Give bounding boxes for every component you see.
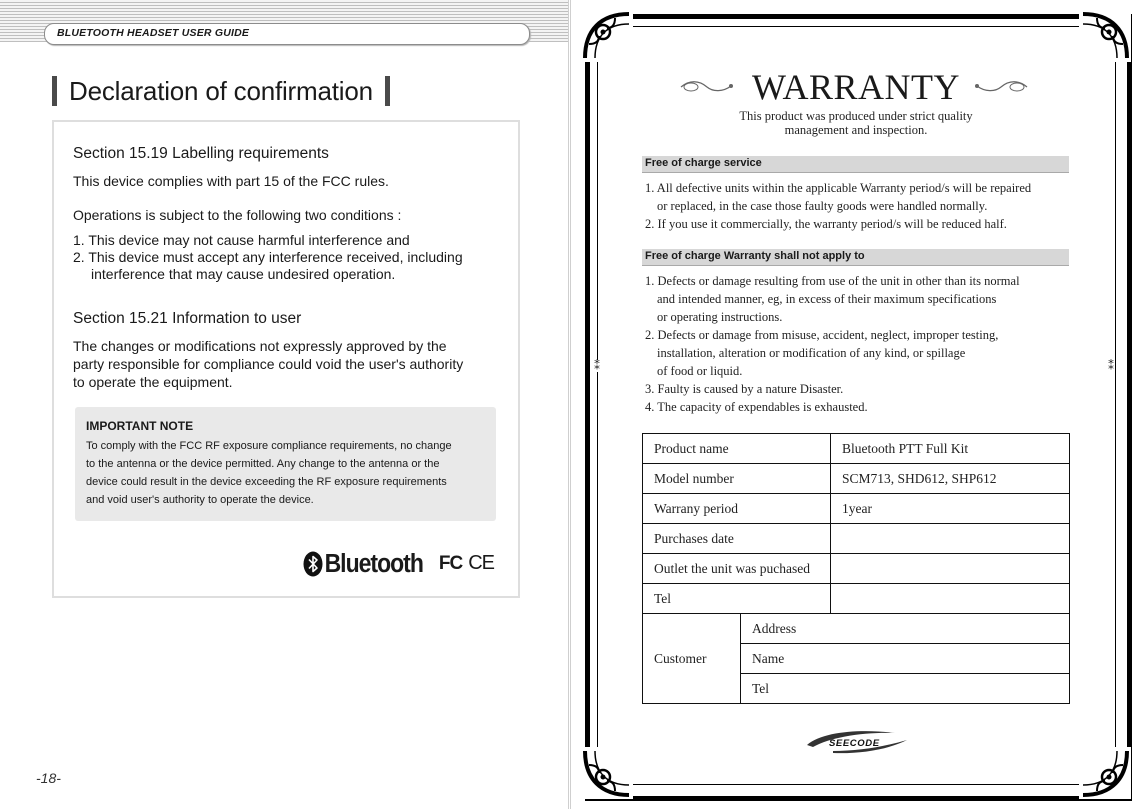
free-service-list	[645, 179, 1031, 233]
corner-ornament-icon	[1079, 10, 1131, 62]
table-value-cell: Bluetooth PTT Full Kit	[831, 434, 1070, 464]
not-apply-list	[645, 272, 1020, 416]
customer-label-cell: Customer	[643, 614, 741, 704]
list-item: or replaced, in the case those faulty goods were handled normally.	[657, 199, 988, 213]
heading-text: Declaration of confirmation	[69, 75, 373, 106]
header-title: BLUETOOTH HEADSET USER GUIDE	[57, 27, 250, 39]
customer-field-cell: Name	[741, 644, 1070, 674]
table-label-cell: Model number	[643, 464, 831, 494]
important-note-line: To comply with the FCC RF exposure compliance requirements, no change	[86, 440, 452, 452]
important-note-line: device could result in the device exceeding the RF exposure requirements	[86, 476, 447, 488]
customer-field-cell: Tel	[741, 674, 1070, 704]
fcc-logo: FC	[438, 552, 463, 574]
section-15-19-line: 1. This device may not cause harmful interference and	[73, 232, 410, 248]
section-15-21-line: The changes or modifications not expressly approved by the	[73, 338, 447, 354]
list-item: of food or liquid.	[657, 364, 743, 378]
section-15-21-line: to operate the equipment.	[73, 374, 233, 390]
warranty-intro-line: management and inspection.	[784, 122, 928, 137]
heading-bar-left	[52, 76, 57, 106]
table-row	[643, 434, 1070, 464]
not-apply-header-text: Free of charge Warranty shall not apply to	[645, 250, 865, 262]
table-row	[643, 554, 1070, 584]
table-row	[643, 614, 1070, 644]
table-value-cell	[831, 554, 1070, 584]
table-label-cell: Product name	[643, 434, 831, 464]
customer-field-cell: Address	[741, 614, 1070, 644]
page-number: -18-	[36, 770, 61, 786]
important-note-line: and void user's authority to operate the device.	[86, 494, 314, 506]
right-page	[570, 0, 1140, 809]
list-item: and intended manner, eg, in excess of their maximum specifications	[657, 292, 997, 306]
table-row	[643, 524, 1070, 554]
table-row	[643, 464, 1070, 494]
certification-logos	[303, 550, 494, 577]
side-ornament-icon: ⁑	[1108, 359, 1114, 373]
bluetooth-icon	[303, 551, 323, 577]
important-note-body	[86, 437, 452, 509]
seecode-logo	[803, 727, 913, 757]
important-note-title: IMPORTANT NOTE	[86, 419, 194, 433]
seecode-logo-text: SEECODE	[829, 738, 880, 749]
not-apply-header	[642, 249, 1069, 266]
table-label-cell: Warrany period	[643, 494, 831, 524]
corner-ornament-icon	[581, 747, 633, 799]
list-item: 4. The capacity of expendables is exhausted.	[645, 400, 868, 414]
table-value-cell: 1year	[831, 494, 1070, 524]
free-service-header-text: Free of charge service	[645, 157, 762, 169]
bluetooth-wordmark: Bluetooth	[324, 548, 423, 578]
corner-ornament-icon	[1079, 747, 1131, 799]
section-15-19-line: interference that may cause undesired operation.	[91, 266, 396, 282]
section-15-19-title: Section 15.19 Labelling requirements	[73, 145, 329, 162]
header-tab	[44, 23, 530, 45]
list-item: installation, alteration or modification of any kind, or spillage	[657, 346, 966, 360]
table-label-cell: Outlet the unit was puchased	[643, 554, 831, 584]
list-item: 1. Defects or damage resulting from use of the unit in other than its normal	[645, 274, 1020, 288]
table-value-cell	[831, 524, 1070, 554]
warranty-table	[642, 433, 1070, 704]
section-15-19-line: Operations is subject to the following two conditions :	[73, 207, 402, 223]
important-note-box	[75, 407, 496, 521]
ce-logo: CE	[468, 552, 494, 574]
section-15-19-line: 2. This device must accept any interference received, including	[73, 249, 463, 265]
free-service-header	[642, 156, 1069, 173]
section-15-19-line: This device complies with part 15 of the FCC rules.	[73, 173, 389, 189]
warranty-intro	[571, 110, 1140, 137]
table-label-cell: Purchases date	[643, 524, 831, 554]
list-item: 3. Faulty is caused by a nature Disaster.	[645, 382, 844, 396]
table-value-cell: SCM713, SHD612, SHP612	[831, 464, 1070, 494]
section-15-21-line: party responsible for compliance could void the user's authority	[73, 356, 464, 372]
table-row	[643, 494, 1070, 524]
list-item: 2. Defects or damage from misuse, accident, neglect, improper testing,	[645, 328, 999, 342]
important-note-line: to the antenna or the device permitted. Any change to the antenna or the	[86, 458, 440, 470]
table-row	[643, 584, 1070, 614]
table-label-cell: Tel	[643, 584, 831, 614]
left-page	[0, 0, 569, 809]
table-value-cell	[831, 584, 1070, 614]
heading-bar-right	[385, 76, 390, 106]
side-ornament-icon: ⁑	[594, 359, 600, 373]
bluetooth-logo	[303, 550, 423, 577]
corner-ornament-icon	[581, 10, 633, 62]
list-item: 1. All defective units within the applicable Warranty period/s will be repaired	[645, 181, 1032, 195]
warranty-title: WARRANTY	[752, 67, 960, 107]
list-item: 2. If you use it commercially, the warranty period/s will be reduced half.	[645, 217, 1007, 231]
declaration-box	[52, 120, 520, 598]
page-heading	[52, 74, 390, 108]
section-15-21-title: Section 15.21 Information to user	[73, 310, 302, 327]
warranty-intro-line: This product was produced under strict quality	[739, 109, 973, 123]
list-item: or operating instructions.	[657, 310, 783, 324]
